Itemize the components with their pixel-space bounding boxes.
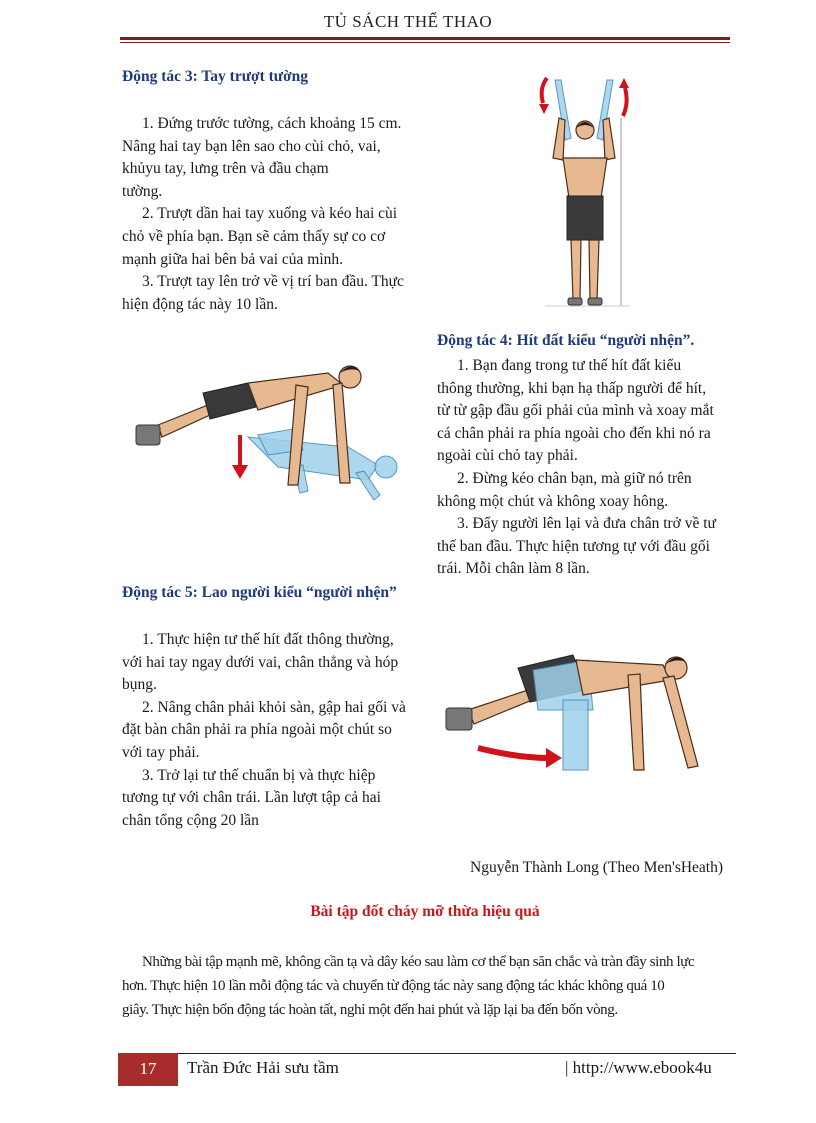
ex5-heading: Động tác 5: Lao người kiểu “người nhện”: [122, 584, 397, 601]
ex3-line: tường.: [122, 182, 163, 200]
header-rule: [120, 37, 730, 40]
ex5-line: tương tự với chân trái. Lần lượt tập cả hai: [122, 789, 381, 807]
intro-paragraph: [122, 950, 730, 1022]
page-header-title: TỦ SÁCH THỂ THAO: [323, 12, 493, 31]
intro-line: Những bài tập mạnh mẽ, không cần tạ và dây kéo sau làm cơ thể bạn săn chắc và tràn đầy sinh lực: [142, 954, 695, 970]
ex5-line: với hai tay ngay dưới vai, chân thẳng và hóp: [122, 653, 399, 671]
ex5-body: [122, 629, 432, 832]
footer-url[interactable]: | http://www.ebook4u: [565, 1058, 712, 1077]
shoe: [136, 425, 160, 445]
page-number: 17: [118, 1053, 178, 1086]
ex4-line: 2. Đừng kéo chân bạn, mà giữ nó trên: [457, 469, 692, 487]
ghost-head: [375, 456, 397, 478]
arrow-up-left-icon: [542, 78, 547, 103]
torso: [563, 158, 607, 198]
arrow-down-icon: [232, 465, 248, 479]
footer-rule: [178, 1053, 736, 1054]
header-rule-thin: [120, 42, 730, 43]
ex4-line: không một chút và không xoay hông.: [437, 492, 669, 510]
arrow-up-right-icon: [619, 78, 629, 88]
arm-right: [603, 118, 615, 160]
ex3-line: Nâng hai tay bạn lên sao cho cùi chỏ, vai,: [122, 137, 381, 155]
leg: [158, 405, 210, 437]
intro-line: giây. Thực hiện bốn động tác hoàn tất, nghỉ một đến hai phút và lặp lại ba đến bốn vòng.: [122, 1002, 618, 1018]
ex5-line: bụng.: [122, 676, 157, 694]
ex5-line: 3. Trở lại tư thế chuẩn bị và thực hiệp: [142, 766, 376, 784]
shorts: [567, 196, 603, 240]
arm-front: [663, 676, 698, 768]
leg-right: [589, 240, 599, 300]
ex3-body: [122, 113, 432, 316]
ex4-line: ngoài cùi chỏ tay phải.: [437, 447, 578, 465]
ghost-leg: [563, 700, 588, 770]
leg-back: [468, 690, 532, 724]
ex5-line: 2. Nâng chân phải khỏi sàn, gập hai gối và: [142, 698, 406, 716]
ex3-line: hiện động tác này 10 lần.: [122, 295, 278, 313]
arm-left: [553, 118, 565, 160]
ex5-line: đặt bàn chân phải ra phía ngoài một chút so: [122, 721, 392, 739]
shorts: [203, 383, 256, 419]
arrow-curve-right-icon: [623, 88, 627, 116]
shoe-back: [446, 708, 472, 730]
leg-left: [571, 240, 581, 300]
ex5-line: 1. Thực hiện tư thế hít đất thông thường,: [142, 631, 394, 648]
ex4-line: thông thường, khi bạn hạ thấp người để hít,: [437, 379, 707, 397]
shoe-right: [588, 298, 602, 305]
ex3-heading: Động tác 3: Tay trượt tường: [122, 68, 309, 85]
ex5-line: với tay phải.: [122, 743, 200, 761]
ex4-heading: Động tác 4: Hít đất kiểu “người nhện”.: [437, 332, 695, 349]
intro-line: hơn. Thực hiện 10 lần mỗi động tác và chuyển từ động tác này sang động tác khác không quá 10: [122, 978, 665, 994]
ex5-line: chân tổng cộng 20 lần: [122, 811, 259, 829]
footer-author: Trần Đức Hải sưu tầm: [187, 1058, 339, 1077]
arrow-right-icon: [546, 748, 562, 768]
ex4-line: từ từ gập đầu gối phải của mình và xoay mắt: [437, 402, 714, 420]
torso: [576, 660, 670, 695]
ex4-line: thế ban đầu. Thực hiện tương tự với đầu gối: [437, 537, 710, 555]
ex3-line: mạnh giữa hai bên bả vai của mình.: [122, 250, 344, 268]
ex3-line: chỏ về phía bạn. Bạn sẽ cảm thấy sự co cơ: [122, 227, 386, 245]
arm-back: [628, 674, 644, 770]
arrow-shaft: [478, 748, 550, 758]
ex3-line: khủyu tay, lưng trên và đầu chạm: [122, 160, 329, 178]
section-title: Bài tập đốt cháy mỡ thừa hiệu quả: [310, 903, 540, 920]
ex4-line: trái. Mỗi chân làm 8 lần.: [437, 560, 590, 578]
ex4-line: 1. Bạn đang trong tư thế hít đất kiểu: [457, 357, 682, 374]
ex3-line: 2. Trượt dần hai tay xuống và kéo hai cùi: [142, 205, 398, 223]
shoe-left: [568, 298, 582, 305]
arrow-down-left-icon: [539, 104, 549, 114]
ex4-line: cá chân phải ra phía ngoài cho đến khi nó ra: [437, 424, 711, 442]
spiderman-lunge-illustration: [438, 640, 738, 785]
article-credit: Nguyễn Thành Long (Theo Men'sHeath): [470, 859, 724, 876]
ex4-body: [437, 355, 737, 581]
ex4-line: 3. Đẩy người lên lại và đưa chân trở về tư: [457, 515, 716, 533]
wall-slide-illustration: [525, 68, 645, 318]
spiderman-pushup-illustration: [128, 355, 418, 515]
ex3-line: 1. Đứng trước tường, cách khoảng 15 cm.: [142, 115, 402, 132]
ex3-line: 3. Trượt tay lên trở về vị trí ban đầu. Thực: [142, 273, 404, 291]
